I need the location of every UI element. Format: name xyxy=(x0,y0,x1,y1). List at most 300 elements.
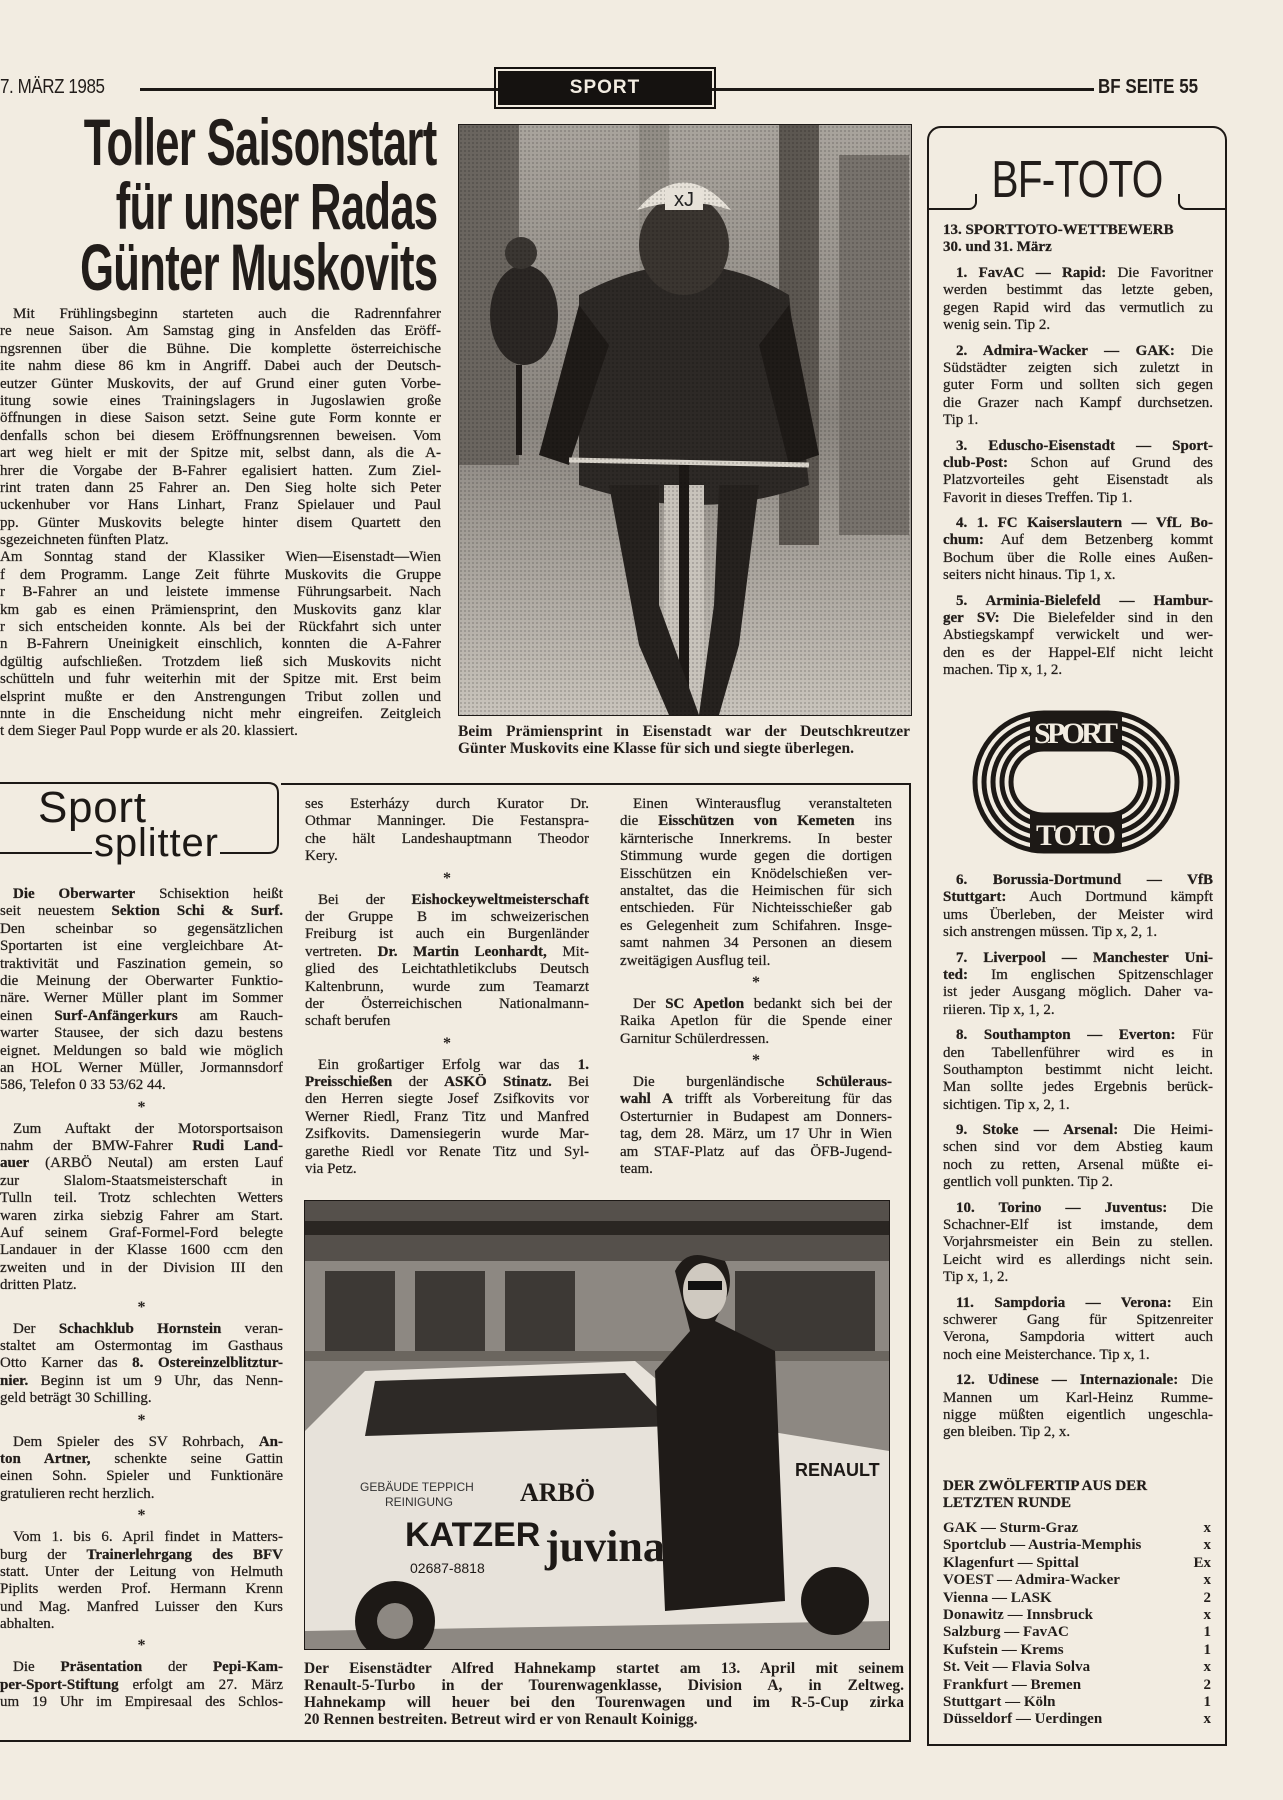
paragraph-gap xyxy=(943,1019,1213,1027)
text-line: entschieden. Für Nichteisschießer gab xyxy=(620,900,892,917)
text-line: Zum Auftakt der Motorsportsaison xyxy=(13,1120,283,1137)
paragraph-gap xyxy=(943,335,1213,343)
bold-phrase: 5. Arminia-Bielefeld — Hambur- xyxy=(956,592,1213,609)
text-run: Die xyxy=(1174,342,1213,359)
text-line: es Gelegenheit zum Schifahren. Insge- xyxy=(620,917,892,934)
bold-phrase: ted: xyxy=(943,966,968,983)
bold-phrase: 7. Liverpool — Manchester Uni- xyxy=(956,949,1213,966)
text-line: Southampton bestimmt nicht leicht. xyxy=(943,1061,1213,1078)
text-line: näre. Werner Müller plant im Sommer xyxy=(0,990,283,1007)
text-run: Die Bielefelder sind in den xyxy=(999,610,1213,627)
text-line xyxy=(0,1677,283,1694)
text-run: Dem Spieler des SV Rohrbach, xyxy=(13,1433,259,1450)
paragraph xyxy=(0,1529,283,1633)
text-line: gegen Rapid wird das vermutlich zu xyxy=(943,299,1213,316)
text-line: samt nahmen 34 Personen an diesem xyxy=(620,935,892,952)
text-line: schütteln und fuhr weiterhin mit der Spitze mit. Erst beim xyxy=(0,671,441,688)
text-line xyxy=(0,903,283,920)
text-line: Platzvorteiles geht Eisenstadt als xyxy=(943,472,1213,489)
text-line: rint traten dann 25 Fahrer an. Den Sieg holte sich Peter xyxy=(0,479,441,496)
text-run: Für xyxy=(1175,1027,1213,1044)
match: Salzburg — FavAC xyxy=(943,1624,1069,1641)
bold-phrase: 10. Torino — Juventus: xyxy=(956,1199,1168,1216)
text-line xyxy=(305,1057,589,1074)
tip-row xyxy=(943,1590,1211,1607)
paragraph-gap xyxy=(943,507,1213,515)
logo-word-sport: Sport xyxy=(38,783,146,832)
text-line: Mannen um Karl-Heinz Rumme- xyxy=(943,1389,1213,1406)
page-number: BF SEITE 55 xyxy=(1098,76,1199,98)
tip-result: 1 xyxy=(1203,1694,1211,1711)
text-line xyxy=(0,1451,283,1468)
text-line: um 19 Uhr im Empiresaal des Schlos- xyxy=(0,1694,283,1711)
text-run: Auf dem Betzenberg kommt xyxy=(983,532,1213,549)
text-line: Südstädter zeigten sich zuletzt in xyxy=(943,359,1213,376)
cyclist-photo-caption xyxy=(458,723,910,757)
last-round-heading-line: DER ZWÖLFERTIP AUS DER xyxy=(943,1478,1148,1494)
text-line xyxy=(943,343,1213,360)
paragraph xyxy=(620,996,892,1048)
text-line: ite nahm diese 86 km in Angriff. Dabei auch der Deutsch- xyxy=(0,358,441,375)
paragraph xyxy=(0,1321,283,1408)
paragraph xyxy=(0,306,441,549)
text-run: die xyxy=(620,813,659,830)
text-line: den Tabellenführer wird es in xyxy=(943,1044,1213,1061)
text-line: die Grazer nach Kampf durchsetzen. xyxy=(943,394,1213,411)
text-run: seit neuestem xyxy=(0,903,112,920)
text-line: abhalten. xyxy=(0,1616,55,1633)
text-line xyxy=(620,1074,892,1091)
text-line xyxy=(0,1321,283,1338)
last-round-heading-line: LETZTEN RUNDE xyxy=(943,1495,1071,1512)
text-line: den es der Happel-Elf nicht leicht xyxy=(943,644,1213,661)
paragraph xyxy=(943,593,1213,680)
logo-word-sport: SPORT xyxy=(1034,717,1118,750)
tip-result: 1 xyxy=(1203,1624,1211,1641)
section-label: SPORT xyxy=(498,71,712,105)
paragraph xyxy=(0,549,441,740)
toto-tips-1-5 xyxy=(943,265,1213,680)
separator-star: * xyxy=(752,973,760,991)
text-run: Der xyxy=(633,995,666,1012)
match: Vienna — LASK xyxy=(943,1589,1052,1606)
text-run: trifft als Vorbereitung für das xyxy=(672,1091,892,1108)
toto-heading xyxy=(943,222,1213,257)
text-line: Einen Winterausflug veranstalteten xyxy=(633,796,892,812)
text-line: gratulieren recht herzlich. xyxy=(0,1485,155,1502)
bold-phrase: Schüleraus- xyxy=(816,1074,892,1091)
tip-row xyxy=(943,1711,1211,1728)
text-line: Piplits werden Prof. Hermann Krenn xyxy=(0,1581,283,1598)
text-line: Sportarten ist eine vergleichbare At- xyxy=(0,938,283,955)
paragraph xyxy=(943,515,1213,585)
text-line: eignet. Meldungen so bald wie möglich xyxy=(0,1042,283,1059)
text-line: tag, dem 28. März, um 17 Uhr in Wien xyxy=(620,1126,892,1143)
separator-star: * xyxy=(137,1637,146,1655)
bold-phrase: Trainerlehrgang des BFV xyxy=(86,1546,283,1563)
bold-phrase: Sektion Schi & Surf. xyxy=(111,903,283,920)
headline-line-1: Toller Saisonstart xyxy=(84,105,437,179)
bold-phrase: Eishockeyweltmeisterschaft xyxy=(411,891,589,908)
separator-star: * xyxy=(137,1298,146,1316)
text-line: Werner Riedl, Franz Titz und Manfred xyxy=(305,1108,589,1125)
logo-word-toto: TOTO xyxy=(1036,819,1116,852)
match: St. Veit — Flavia Solva xyxy=(943,1659,1091,1676)
text-line: Beim Prämiensprint in Eisenstadt war der Deutschkreutzer xyxy=(458,723,910,740)
bold-phrase: 8. Ostereinzelblitztur- xyxy=(132,1355,283,1372)
text-line xyxy=(0,1434,283,1451)
text-line: Tulln teil. Trotz schlechten Wetters xyxy=(0,1190,283,1207)
text-line xyxy=(0,1659,283,1676)
paragraph xyxy=(943,1122,1213,1192)
text-run: bedankt sich bei der xyxy=(744,995,892,1012)
rally-car-photo xyxy=(304,1200,890,1650)
text-line: Günter Muskovits eine Klasse für sich und siegte überlegen. xyxy=(458,740,854,757)
headline-line-3: Günter Muskovits xyxy=(79,230,437,304)
toto-heading-line: 30. und 31. März xyxy=(943,239,1052,256)
bold-phrase: Stuttgart: xyxy=(943,889,1007,906)
text-line: n B-Fahrern Uneinigkeit einschlich, konnten die A-Fahrer xyxy=(0,636,441,653)
text-line: hrer die Vorgabe der B-Fahrer egalisiert hatten. Zum Ziel- xyxy=(0,462,441,479)
text-line: Tip 1. xyxy=(943,412,979,429)
paragraph-gap xyxy=(943,585,1213,593)
bold-phrase: 6. Borussia-Dortmund — VfB xyxy=(956,872,1213,888)
text-line: an HOL Werner Müller, Jormannsdorf xyxy=(0,1059,283,1076)
splitter-column-1 xyxy=(0,886,283,1712)
issue-date: 7. MÄRZ 1985 xyxy=(0,76,105,98)
text-line: Kaltenbrunn, wurde zum Teamarzt xyxy=(305,978,589,995)
text-line: r sich entscheiden konnte. Als bei der Rückfahrt sich unter xyxy=(0,619,441,636)
last-round-table xyxy=(943,1520,1211,1729)
text-line: der Gruppe B im schweizerischen xyxy=(305,908,589,925)
car-photo-caption xyxy=(304,1660,904,1728)
text-run: der xyxy=(392,1074,445,1091)
text-line: Renault-5-Turbo in der Tourenwagenklasse, Division A, in Zeltweg. xyxy=(304,1677,904,1694)
text-line: f dem Programm. Lange Zeit führte Muskovits die Gruppe xyxy=(0,566,441,583)
splitter-column-3 xyxy=(620,796,892,1178)
text-line: seiters nicht hinaus. Tip 1, x. xyxy=(943,567,1116,584)
paragraph-gap xyxy=(943,1364,1213,1372)
text-line xyxy=(943,1122,1213,1139)
text-run: Der xyxy=(13,1320,59,1337)
car-lettering: GEBÄUDE TEPPICH xyxy=(360,1480,474,1494)
bold-phrase: ASKÖ Stinatz. xyxy=(444,1074,552,1091)
text-run: Auch Dortmund kämpft xyxy=(1006,889,1213,906)
paragraph xyxy=(943,1027,1213,1114)
text-line: gentlich voll punkten. Tip 2. xyxy=(943,1174,1114,1191)
text-line: che hält Landeshauptmann Theodor xyxy=(305,830,589,847)
text-line: eutzer Günter Muskovits, der auf Grund einer guten Vorbe- xyxy=(0,375,441,392)
text-run: am Rauch- xyxy=(177,1007,283,1024)
text-line xyxy=(943,1372,1213,1389)
paragraph-gap xyxy=(943,1114,1213,1122)
text-line xyxy=(943,1200,1213,1217)
paragraph-gap xyxy=(943,430,1213,438)
tip-result: x xyxy=(1203,1537,1211,1554)
text-line xyxy=(0,1547,283,1564)
text-run: Die xyxy=(13,1659,61,1676)
tip-result: x xyxy=(1203,1572,1211,1589)
bold-phrase: Preisschießen xyxy=(305,1074,393,1091)
bold-phrase: 8. Southampton — Everton: xyxy=(956,1027,1176,1044)
text-line: am STAF-Platz auf das ÖFB-Jugend- xyxy=(620,1143,892,1160)
text-line: staltet am Ostermontag im Gasthaus xyxy=(0,1337,283,1354)
text-line xyxy=(943,438,1213,455)
paragraph xyxy=(943,265,1213,335)
text-line: ngsrennen über die Bühne. Die komplette österreichische xyxy=(0,340,441,357)
paragraph xyxy=(943,1372,1213,1442)
text-line: Mit Frühlingsbeginn starteten auch die Radrennfahrer xyxy=(13,306,441,322)
text-line: uckenhuber vor Hans Linhart, Franz Spielauer und Paul xyxy=(0,497,441,514)
text-line xyxy=(620,996,892,1013)
paragraph xyxy=(0,1121,283,1295)
text-line: Vom 1. bis 6. April findet in Matters- xyxy=(13,1529,283,1546)
text-run: Ein xyxy=(1171,1294,1213,1311)
text-line: zweitägigen Ausflug teil. xyxy=(620,952,771,969)
text-run: Otto Karner das xyxy=(0,1355,133,1372)
text-line: Kery. xyxy=(305,848,338,865)
match: Frankfurt — Bremen xyxy=(943,1676,1082,1693)
tip-row xyxy=(943,1555,1211,1572)
tip-row xyxy=(943,1642,1211,1659)
text-run: einen xyxy=(0,1007,55,1024)
text-line: öffnungen in diese Saison setzt. Seine gute Form konnte er xyxy=(0,410,441,427)
logo-word-splitter: splitter xyxy=(94,821,218,865)
match: Klagenfurt — Spittal xyxy=(943,1554,1079,1571)
text-run: schenkte seine Gattin xyxy=(90,1450,283,1467)
car-lettering: RENAULT xyxy=(795,1460,880,1480)
text-line: zur Slalom-Staatsmeisterschaft in xyxy=(0,1172,283,1189)
tip-row xyxy=(943,1659,1211,1676)
paragraph xyxy=(305,1057,589,1179)
text-run: burg der xyxy=(0,1546,87,1563)
tip-result: x xyxy=(1203,1711,1211,1728)
text-line: Abstiegskampf verwickelt und wer- xyxy=(943,627,1213,644)
header-rule-right xyxy=(712,88,1094,91)
text-line: schen sind vor dem Abstieg kaum xyxy=(943,1139,1213,1156)
text-line: der Österreichischen Nationalmann- xyxy=(305,995,589,1012)
halftone-overlay xyxy=(459,125,911,715)
text-line: werden bestimmt das letzte geben, xyxy=(943,282,1213,299)
text-line: Favorit in dieses Treffen. Tip 1. xyxy=(943,489,1133,506)
bold-phrase: Surf-Anfängerkurs xyxy=(54,1007,178,1024)
paragraph-gap xyxy=(943,942,1213,950)
text-line: Den scheinbar so gegensätzlichen xyxy=(0,920,283,937)
text-run: Schisektion heißt xyxy=(135,886,283,902)
tip-result: 2 xyxy=(1203,1676,1211,1693)
tip-result: x xyxy=(1203,1607,1211,1624)
text-line: einen Sohn. Spieler und Funktionäre xyxy=(0,1468,283,1485)
text-line: Landauer in der Klasse 1600 ccm den xyxy=(0,1242,283,1259)
text-line: Garnitur Schülerdressen. xyxy=(620,1030,770,1047)
bold-phrase: 1. FavAC — Rapid: xyxy=(956,265,1107,281)
text-run: nahm der BMW-Fahrer xyxy=(0,1138,193,1155)
headline-line-2: für unser Radas xyxy=(115,169,437,243)
car-lettering: KATZER xyxy=(405,1516,541,1554)
text-run: Die Favoritner xyxy=(1106,265,1213,281)
paragraph xyxy=(943,950,1213,1020)
text-line: wenig sein. Tip 2. xyxy=(943,317,1051,334)
text-line: warter Stausee, der sich dazu bestens xyxy=(0,1025,283,1042)
bold-phrase: An- xyxy=(258,1433,283,1450)
text-run: Die xyxy=(1167,1199,1213,1216)
helmet-lettering: xJ xyxy=(674,189,694,211)
text-line: sichtigen. Tip x, 2, 1. xyxy=(943,1096,1070,1113)
text-line xyxy=(0,1138,283,1155)
tip-row xyxy=(943,1537,1211,1554)
paragraph xyxy=(0,886,283,1095)
text-line: riieren. Tip x, 1, 2. xyxy=(943,1001,1055,1018)
paragraph xyxy=(943,438,1213,508)
car-lettering: ARBÖ xyxy=(520,1478,596,1507)
text-line: Man sollte jedes Ergebnis berück- xyxy=(943,1079,1213,1096)
paragraph xyxy=(305,796,589,866)
bold-phrase: 2. Admira-Wacker — GAK: xyxy=(956,342,1175,359)
text-run: ins xyxy=(854,813,892,830)
text-line: elsprint mußte er den Anstrengungen Tribut zollen und xyxy=(0,688,441,705)
bold-phrase: 12. Udinese — Internazionale: xyxy=(956,1372,1179,1389)
toto-tips-6-12 xyxy=(943,872,1213,1442)
text-run: Schon auf Grund des xyxy=(1008,454,1213,471)
sport-splitter-logo xyxy=(0,778,284,868)
text-line: r B-Fahrer an und leistete immense Führungsarbeit. Nach xyxy=(0,584,441,601)
text-line: Stimmung wurde gegen die dortigen xyxy=(620,848,892,865)
text-line: machen. Tip x, 1, 2. xyxy=(943,662,1063,679)
text-run: Mit- xyxy=(546,943,589,960)
tip-row xyxy=(943,1607,1211,1624)
tip-result: 1 xyxy=(1203,1641,1211,1658)
bold-phrase: Schachklub Hornstein xyxy=(58,1320,222,1337)
text-line: geld beträgt 30 Schilling. xyxy=(0,1390,152,1407)
separator-star: * xyxy=(137,1507,146,1525)
toto-heading-line: 13. SPORTTOTO-WETTBEWERB xyxy=(943,222,1174,238)
bold-phrase: Die Oberwarter xyxy=(13,886,136,902)
separator-star: * xyxy=(443,1034,451,1052)
text-line: pp. Günter Muskovits belegte hinter disem Quartett den xyxy=(0,514,441,531)
text-line: 586, Telefon 0 33 53/62 44. xyxy=(0,1077,166,1094)
cyclist-photo xyxy=(458,124,912,716)
text-line xyxy=(943,967,1213,984)
text-line: Auf seinem Graf-Formel-Ford belegte xyxy=(0,1225,283,1242)
text-line: schwerer Gang für Spitzenreiter xyxy=(943,1311,1213,1328)
tip-result: Ex xyxy=(1193,1554,1211,1571)
bold-phrase: 3. Eduscho-Eisenstadt — Sport- xyxy=(956,437,1213,454)
paragraph xyxy=(943,872,1213,942)
text-line xyxy=(305,944,589,961)
text-line xyxy=(943,872,1213,889)
tip-result: x xyxy=(1203,1659,1211,1676)
match: GAK — Sturm-Graz xyxy=(943,1520,1078,1536)
text-line xyxy=(943,950,1213,967)
match: Sportclub — Austria-Memphis xyxy=(943,1537,1142,1554)
text-line xyxy=(943,889,1213,906)
text-line xyxy=(943,593,1213,610)
match: Stuttgart — Köln xyxy=(943,1694,1056,1711)
text-line: Bochum über die Rolle eines Außen- xyxy=(943,549,1213,566)
splitter-column-2 xyxy=(305,796,589,1178)
paragraph xyxy=(620,796,892,970)
last-round-heading xyxy=(943,1478,1213,1513)
tip-result: x xyxy=(1203,1520,1211,1536)
text-line xyxy=(943,610,1213,627)
text-run: erfolgt am 27. März xyxy=(118,1676,283,1693)
text-line: sich anstrengen müssen. Tip x, 2, 1. xyxy=(943,924,1158,941)
tip-row xyxy=(943,1520,1211,1537)
separator-star: * xyxy=(443,869,451,887)
match: Kufstein — Krems xyxy=(943,1641,1064,1658)
text-line xyxy=(305,1074,589,1091)
text-line: re neue Saison. Am Samstag ging in Ansfelden das Eröff- xyxy=(0,323,441,340)
text-run: veran- xyxy=(221,1320,283,1337)
separator-star: * xyxy=(137,1411,146,1429)
text-run: Die burgenländische xyxy=(633,1074,817,1091)
text-line: Freiburg ist auch ein Burgenländer xyxy=(305,926,589,943)
text-line xyxy=(943,455,1213,472)
text-run: Die Heimi- xyxy=(1118,1122,1213,1139)
text-line: Tip x, 1, 2. xyxy=(943,1269,1009,1286)
text-line: denfalls schon bei diesem Eröffnungsrennen beweisen. Vom xyxy=(0,427,441,444)
text-line: Vorjahrsmeister ein Bein zu stellen. xyxy=(943,1234,1213,1251)
bold-phrase: 11. Sampdoria — Verona: xyxy=(956,1294,1172,1311)
text-line: Osterturnier in Budapest am Donners- xyxy=(620,1108,892,1125)
text-line: dritten Platz. xyxy=(0,1277,77,1294)
bold-phrase: Pepi-Kam- xyxy=(213,1659,283,1676)
text-line xyxy=(620,813,892,830)
text-line xyxy=(943,265,1213,282)
tip-result: 2 xyxy=(1203,1589,1211,1606)
text-run: Im englischen Spitzenschlager xyxy=(968,966,1213,983)
text-line: Eisschützen ein Knödelschießen ver- xyxy=(620,865,892,882)
text-line: Hahnekamp will heuer bei den Tourenwagen und im R-5-Cup zirka xyxy=(304,1694,904,1711)
text-line: ses Esterházy durch Kurator Dr. xyxy=(305,796,589,812)
text-line: itung sowie eines Trainingslagers in Jugoslawien große xyxy=(0,392,441,409)
text-line: noch eine Meisterchance. Tip x, 1. xyxy=(943,1346,1150,1363)
bold-phrase: 9. Stoke — Arsenal: xyxy=(956,1122,1119,1139)
tip-row xyxy=(943,1624,1211,1641)
bold-phrase: ger SV: xyxy=(943,610,1000,627)
sport-toto-logo xyxy=(972,710,1180,854)
text-line: ist jeder Ausgang möglich. Daher va- xyxy=(943,984,1213,1001)
text-line xyxy=(943,532,1213,549)
text-run: Bei xyxy=(551,1074,589,1091)
text-run: vertreten. xyxy=(305,943,378,960)
text-line: ums Überleben, der Meister wird xyxy=(943,906,1213,923)
text-run: (ARBÖ Neutal) am ersten Lauf xyxy=(29,1155,283,1172)
text-line: Zsifkovits. Damensiegerin wurde Mar- xyxy=(305,1126,589,1143)
bold-phrase: Dr. Martin Leonhardt, xyxy=(377,943,547,960)
paragraph xyxy=(943,1295,1213,1365)
splitter-box-bottom xyxy=(0,1740,911,1742)
text-line xyxy=(0,1373,283,1390)
car-lettering: juvina xyxy=(545,1522,665,1571)
car-lettering: REINIGUNG xyxy=(385,1495,454,1509)
text-line xyxy=(0,1155,283,1172)
text-line: Leicht wird es allerdings nicht sein. xyxy=(943,1251,1213,1268)
bold-phrase: Rudi Land- xyxy=(192,1138,283,1155)
text-run: Beginn ist um 9 Uhr, das Nenn- xyxy=(28,1372,283,1389)
bold-phrase: SC Apetlon xyxy=(665,995,745,1012)
text-line: team. xyxy=(620,1161,653,1178)
text-line: den Herren siegte Josef Zsifkovits vor xyxy=(305,1091,589,1108)
bold-phrase: 4. 1. FC Kaiserslautern — VfL Bo- xyxy=(956,515,1213,532)
text-run: Bei der xyxy=(318,891,412,908)
bold-phrase: nier. xyxy=(0,1372,29,1389)
paragraph xyxy=(943,343,1213,430)
text-line: Am Sonntag stand der Klassiker Wien—Eisenstadt—Wien xyxy=(0,549,441,566)
tip-row xyxy=(943,1677,1211,1694)
text-line: kärnterische Innerkrems. In bester xyxy=(620,830,892,847)
text-line: Schachner-Elf ist imstande, dem xyxy=(943,1217,1213,1234)
